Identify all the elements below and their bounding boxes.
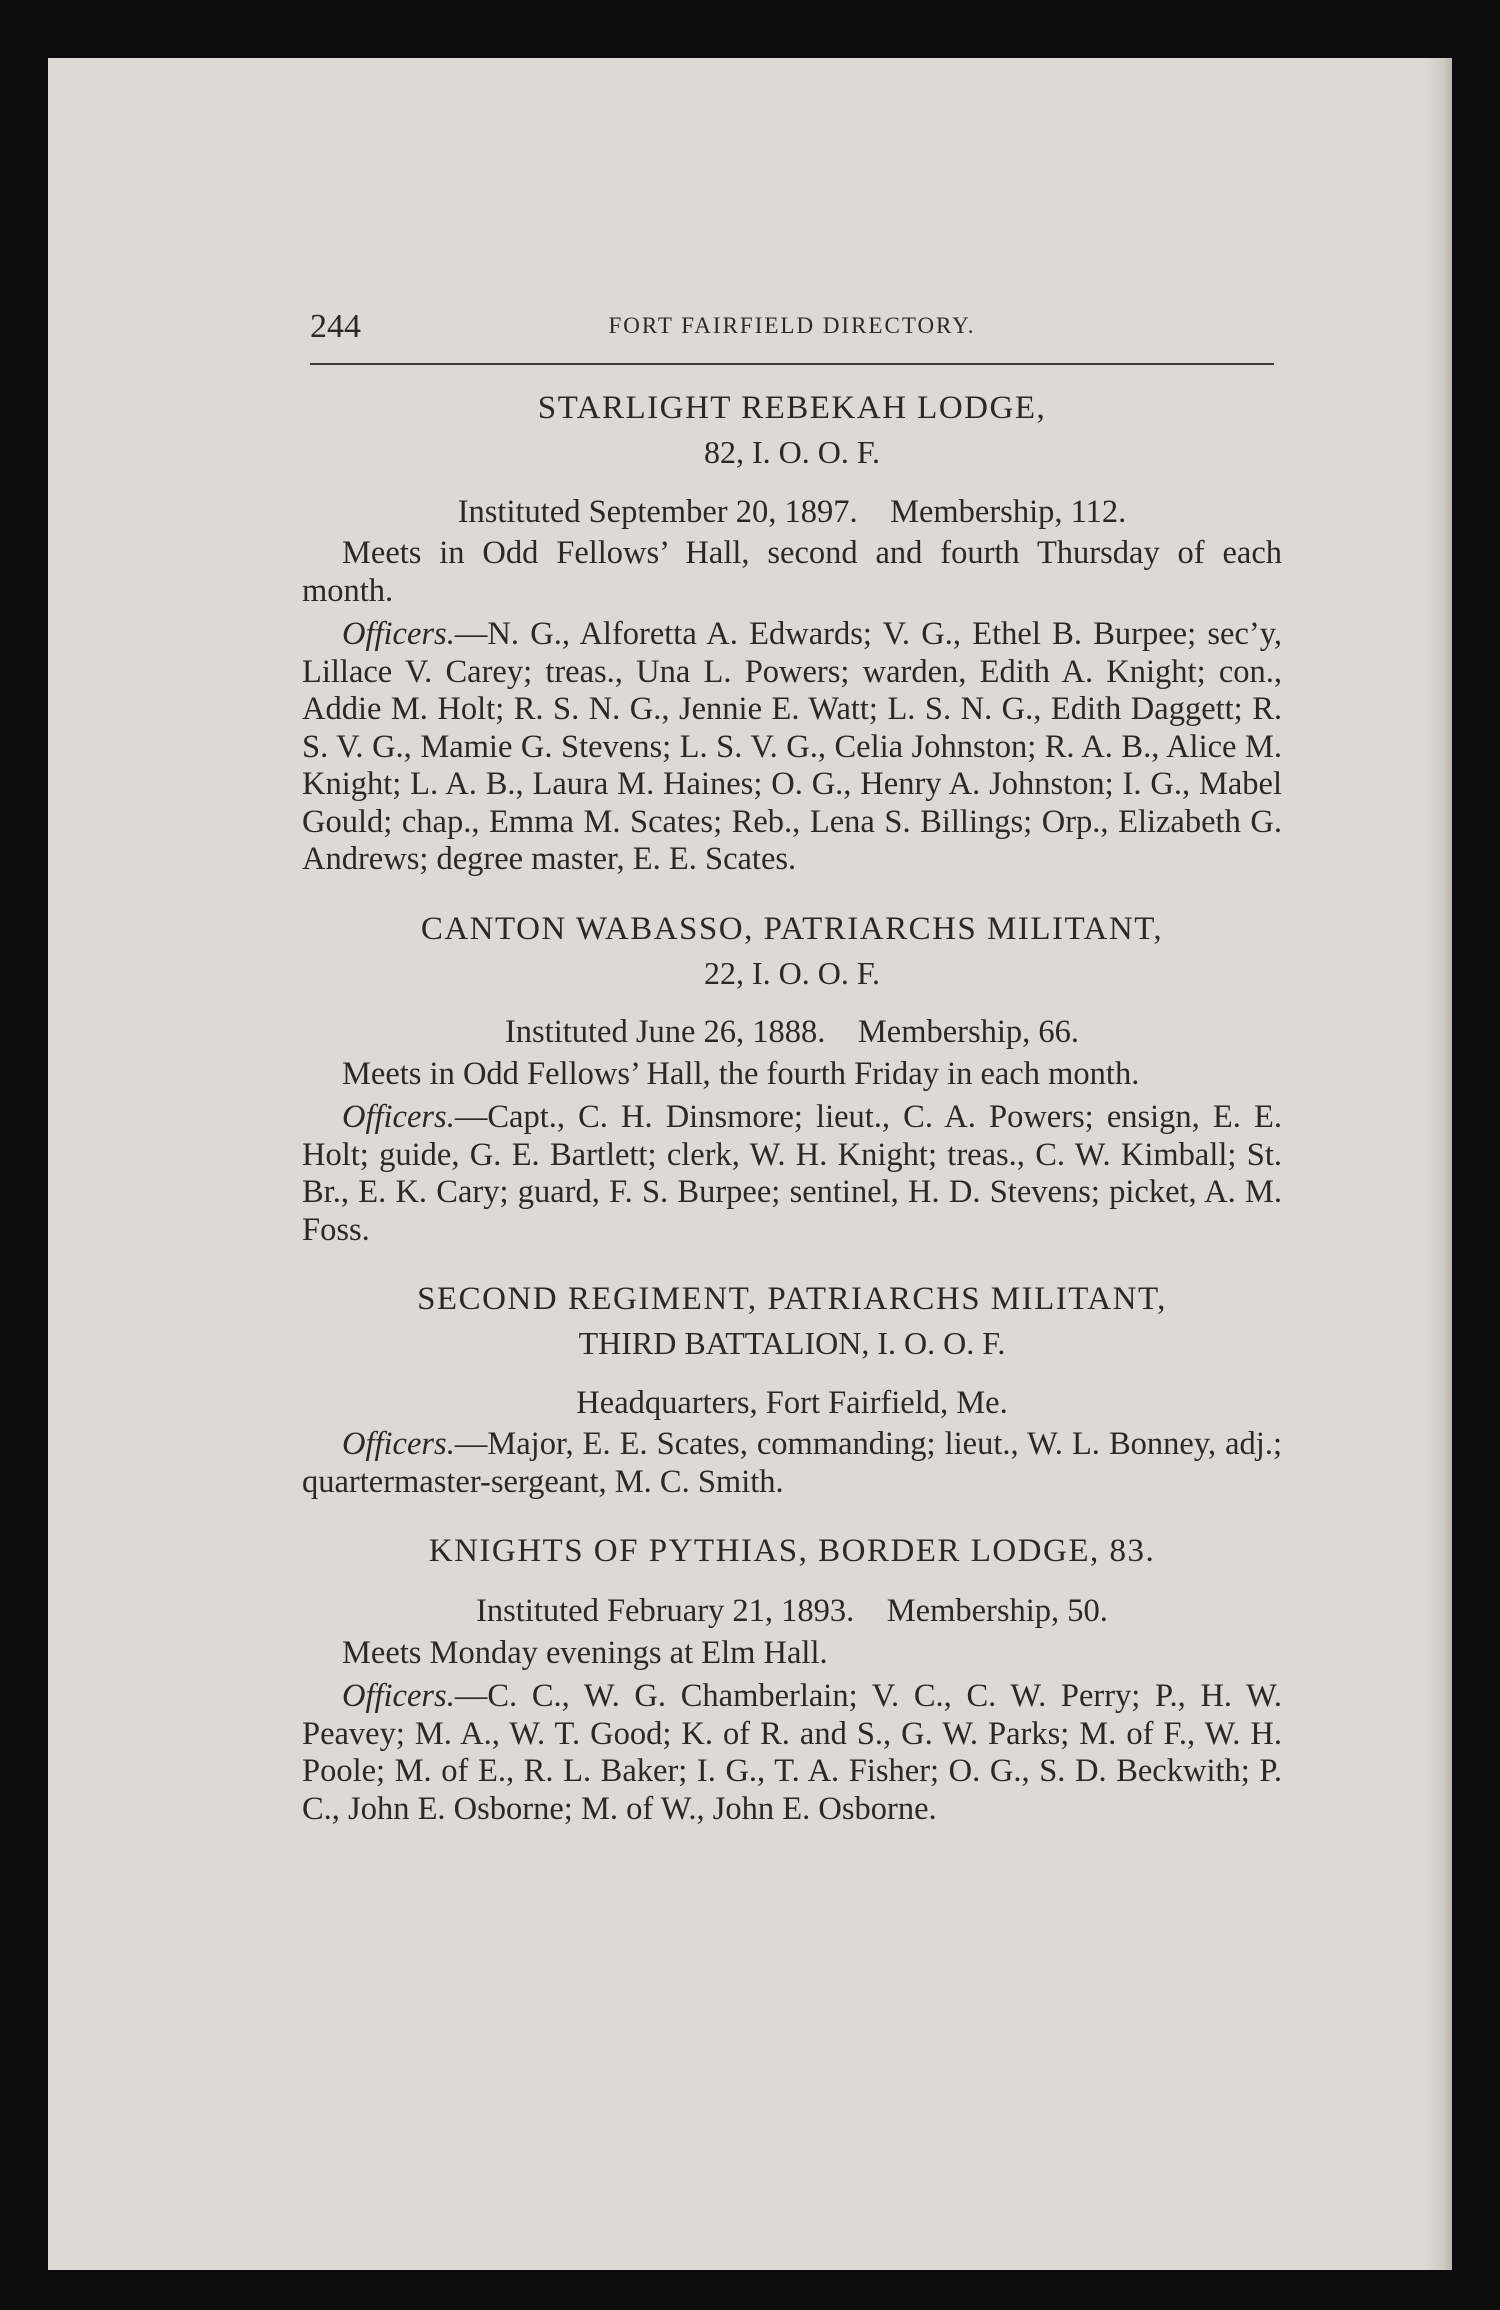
running-head-title: FORT FAIRFIELD DIRECTORY. — [608, 313, 976, 338]
section-starlight-rebekah-lodge — [302, 388, 1282, 879]
meeting-info: Meets Monday evenings at Elm Hall. — [342, 1634, 828, 1671]
page-content — [302, 388, 1282, 1828]
officers-label: Officers. — [342, 1099, 455, 1135]
section-subtitle: 82, I. O. O. F. — [703, 434, 881, 470]
officers-paragraph — [302, 1426, 1282, 1501]
officers-label: Officers. — [342, 1426, 455, 1462]
section-subtitle: 22, I. O. O. F. — [703, 954, 881, 991]
section-canton-wabasso — [302, 909, 1282, 1250]
instituted-line — [302, 1593, 1282, 1631]
running-head — [310, 308, 1274, 352]
section-second-regiment — [302, 1279, 1282, 1501]
section-knights-of-pythias — [302, 1531, 1282, 1828]
officers-paragraph — [302, 616, 1282, 879]
officers-list: —Major, E. E. Scates, commanding; lieut., W. L. Bonney, adj.; quartermaster-sergeant, M. C. Smith. — [302, 1426, 1282, 1500]
page-edge — [1424, 58, 1452, 2270]
section-title: KNIGHTS OF PYTHIAS, BORDER LODGE, 83. — [428, 1533, 1156, 1569]
officers-label: Officers. — [342, 1678, 455, 1714]
meeting-info: Meets in Odd Fellows’ Hall, the fourth Friday in each month. — [342, 1055, 1140, 1092]
meeting-info: Meets in Odd Fellows’ Hall, second and fourth Thursday of each month. — [302, 535, 1282, 609]
officers-label: Officers. — [342, 616, 455, 652]
membership-count: Membership, 50. — [886, 1593, 1108, 1629]
officers-list: —C. C., W. G. Chamberlain; V. C., C. W. Perry; P., H. W. Peavey; M. A., W. T. Good; K. of R. and S., G. W. Parks; M. of F., W. H. Poole; M. of E., R. L. Baker; I. G., T. A. Fisher; O. G., S. D. Beckwith; P. C., John E. Osborne; M. of W., John E. Osborne. — [302, 1678, 1282, 1827]
instituted-date: Instituted September 20, 1897. — [457, 493, 858, 530]
section-title: SECOND REGIMENT, PATRIARCHS MILITANT, — [417, 1281, 1167, 1317]
page-number: 244 — [310, 308, 361, 345]
section-title: STARLIGHT REBEKAH LODGE, — [537, 390, 1047, 426]
officers-list: —N. G., Alforetta A. Edwards; V. G., Ethel B. Burpee; sec’y, Lillace V. Carey; treas., Una L. Powers; warden, Edith A. Knight; con., Addie M. Holt; R. S. N. G., Jennie E. Watt; L. S. N. G., Edith Daggett; R. S. V. G., Mamie G. Stevens; L. S. V. G., Celia Johnston; R. A. B., Alice M. Knight; L. A. B., Laura M. Haines; O. G., Henry A. Johnston; I. G., Mabel Gould; chap., Emma M. Scates; Reb., Lena S. Billings; Orp., Elizabeth G. Andrews; degree master, E. E. Scates. — [302, 616, 1282, 877]
instituted-line — [302, 494, 1282, 532]
instituted-date: Instituted June 26, 1888. — [504, 1014, 826, 1050]
instituted-date: Instituted February 21, 1893. — [476, 1593, 855, 1629]
officers-list: —Capt., C. H. Dinsmore; lieut., C. A. Powers; ensign, E. E. Holt; guide, G. E. Bartlett; clerk, W. H. Knight; treas., C. W. Kimball; St. Br., E. K. Cary; guard, F. S. Burpee; sentinel, H. D. Stevens; picket, A. M. Foss. — [302, 1099, 1282, 1248]
officers-paragraph — [302, 1099, 1282, 1249]
section-title: CANTON WABASSO, PATRIARCHS MILITANT, — [420, 910, 1164, 947]
instituted-line — [302, 1014, 1282, 1052]
headquarters-line: Headquarters, Fort Fairfield, Me. — [576, 1384, 1008, 1421]
section-subtitle: THIRD BATTALION, I. O. O. F. — [578, 1325, 1006, 1361]
officers-paragraph — [302, 1678, 1282, 1828]
membership-count: Membership, 112. — [890, 493, 1127, 530]
book-page — [48, 58, 1452, 2270]
header-rule — [310, 363, 1274, 365]
membership-count: Membership, 66. — [857, 1014, 1080, 1050]
